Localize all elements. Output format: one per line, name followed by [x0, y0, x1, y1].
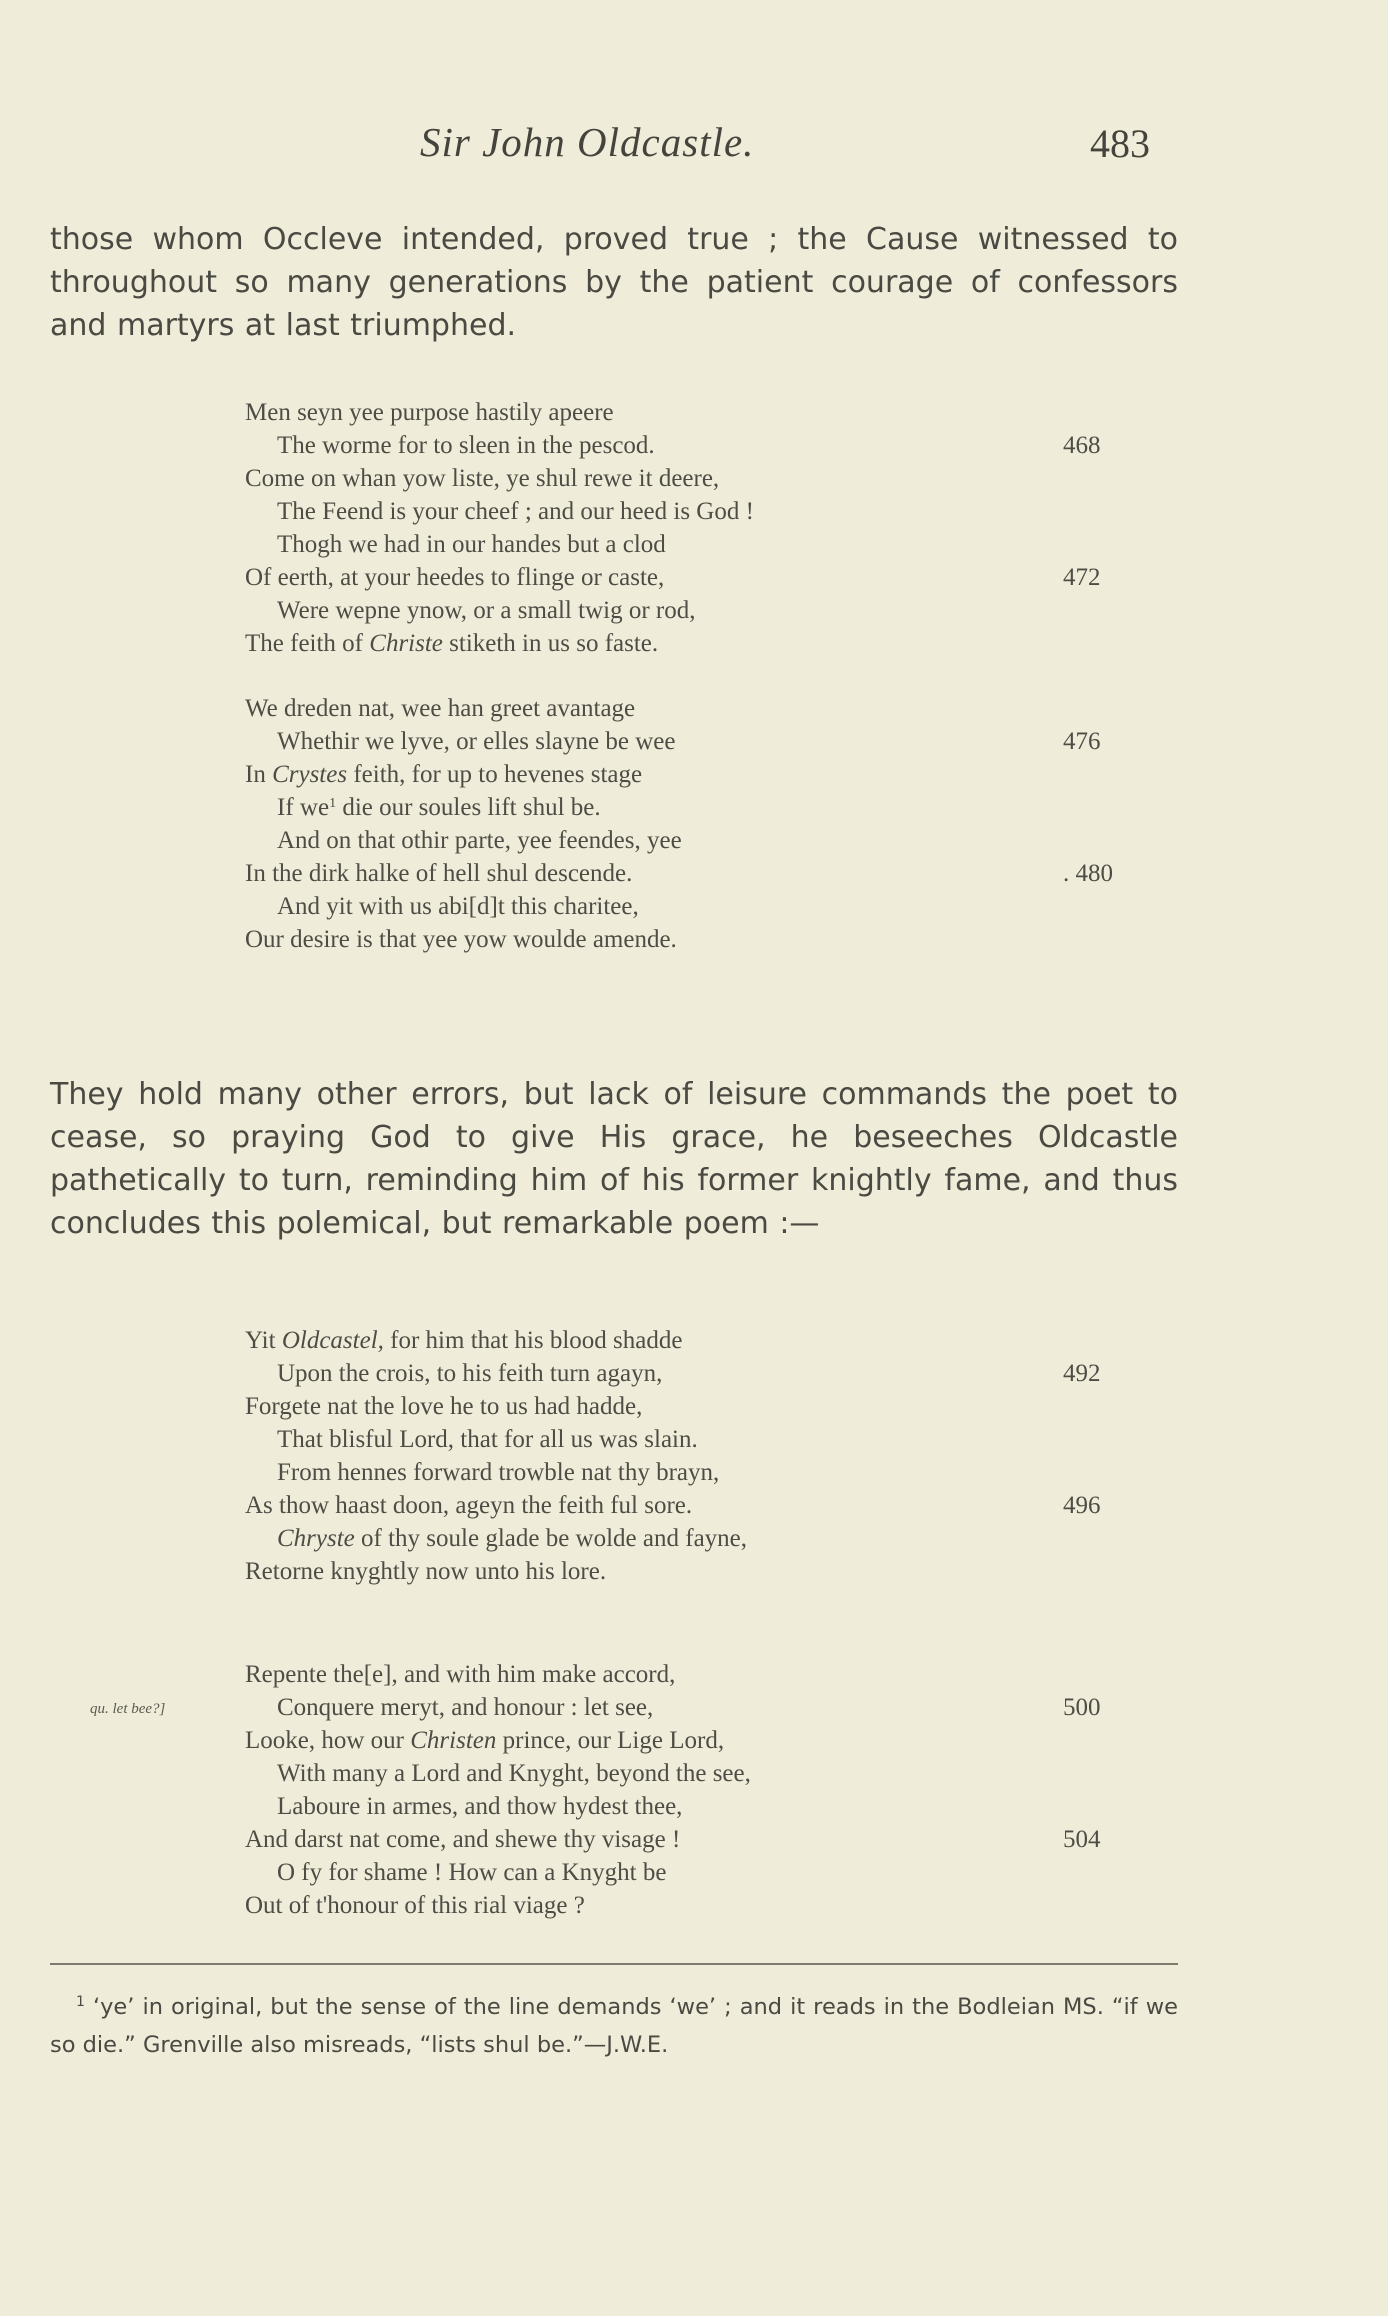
verse-line [245, 396, 1185, 429]
verse-line [245, 692, 1185, 725]
line-number: 504 [1063, 1826, 1101, 1853]
verse-text [245, 791, 601, 824]
verse-text-part: die our soules lift shul be. [336, 794, 601, 821]
verse-text: Forgete nat the love he to us had hadde, [245, 1393, 643, 1420]
verse-line [245, 627, 1185, 660]
verse-italic: Christen [410, 1727, 497, 1754]
verse-line [245, 1390, 1185, 1423]
verse-text: And on that othir parte, yee feendes, yee [277, 827, 682, 854]
footnote-body: ‘ye’ in original, but the sense of the line demands ‘we’ ; and it reads in the Bodleian MS. “if we so die.” Grenville also misreads, “lists shul be.”—J.W.E. [50, 1994, 1179, 2058]
verse-line [245, 462, 1185, 495]
verse-line [245, 791, 1185, 824]
verse-text-part: stiketh in us so faste. [442, 630, 659, 657]
verse-line [245, 1889, 1185, 1922]
verse-text: Laboure in armes, and thow hydest thee, [277, 1793, 683, 1820]
verse-line [245, 1856, 1185, 1889]
verse-line [245, 923, 1185, 956]
line-number: 476 [1063, 728, 1101, 755]
verse-text-part: Yit [245, 1327, 282, 1354]
verse-line [245, 890, 1185, 923]
verse-text: Men seyn yee purpose hastily apeere [245, 399, 614, 426]
prose-paragraph-summary [50, 1073, 1178, 1245]
verse-text: Thogh we had in our handes but a clod [277, 531, 666, 558]
verse-italic: Chryste [277, 1525, 355, 1552]
footnote-reference: 1 [329, 796, 337, 811]
verse-italic: Christe [369, 630, 443, 657]
verse-line [245, 1658, 1185, 1691]
line-number: 468 [1063, 432, 1101, 459]
verse-text: As thow haast doon, ageyn the feith ful sore. [245, 1492, 693, 1519]
verse-text-part: feith, for up to hevenes stage [347, 761, 643, 788]
verse-text: We dreden nat, wee han greet avantage [245, 695, 636, 722]
footnote-marker: 1 [76, 1994, 85, 2010]
verse-text: Of eerth, at your heedes to flinge or caste, [245, 564, 665, 591]
verse-text: From hennes forward trowble nat thy brayn, [277, 1459, 720, 1486]
verse-text: In the dirk halke of hell shul descende. [245, 860, 633, 887]
verse-text [245, 758, 642, 791]
verse-text: The Feend is your cheef ; and our heed is God ! [277, 498, 754, 525]
verse-line [245, 429, 1185, 462]
verse-line [245, 1724, 1185, 1757]
verse-italic: Crystes [272, 761, 348, 788]
verse-line [245, 857, 1185, 890]
verse-line [245, 758, 1185, 791]
verse-line [245, 1423, 1185, 1456]
verse-text-part: Looke, how our [245, 1727, 411, 1754]
verse-line [245, 495, 1185, 528]
verse-text: Conquere meryt, and honour : let see, [277, 1694, 654, 1721]
verse-text-part: of thy soule glade be wolde and fayne, [354, 1525, 748, 1552]
verse-text: Come on whan yow liste, ye shul rewe it deere, [245, 465, 720, 492]
verse-text [245, 1522, 747, 1555]
verse-line [245, 561, 1185, 594]
verse-text [245, 627, 658, 660]
verse-line [245, 824, 1185, 857]
stanza-1 [245, 396, 1185, 660]
stanza-4 [90, 1658, 1185, 1922]
verse-line [245, 1489, 1185, 1522]
verse-line [245, 1757, 1185, 1790]
marginal-note: qu. let bee?] [90, 1701, 166, 1717]
verse-line [245, 594, 1185, 627]
stanza-3 [245, 1324, 1185, 1588]
line-number: 472 [1063, 564, 1101, 591]
verse-line [245, 1357, 1185, 1390]
verse-text: The worme for to sleen in the pescod. [277, 432, 655, 459]
verse-text [245, 1324, 682, 1357]
verse-line [245, 1823, 1185, 1856]
verse-text: With many a Lord and Knyght, beyond the see, [277, 1760, 751, 1787]
verse-line [245, 1522, 1185, 1555]
verse-line [245, 1456, 1185, 1489]
verse-text-part: prince, our Lige Lord, [496, 1727, 725, 1754]
line-number: 500 [1063, 1694, 1101, 1721]
stanza-2 [245, 692, 1185, 956]
verse-text: That blisful Lord, that for all us was slain. [277, 1426, 698, 1453]
verse-text: Were wepne ynow, or a small twig or rod, [277, 597, 696, 624]
verse-text-part: In [245, 761, 273, 788]
verse-text: Out of t'honour of this rial viage ? [245, 1892, 585, 1919]
verse-text: And yit with us abi[d]t this charitee, [277, 893, 639, 920]
verse-line [245, 725, 1185, 758]
prose-paragraph-intro [50, 218, 1178, 347]
prose-text: They hold many other errors, but lack of leisure commands the poet to cease, so praying God to give His grace, he beseeches Oldcastle pathetically to turn, reminding him of his former knightly fame, and thus concludes this polemical, but remarkable poem :— [50, 1077, 1178, 1241]
line-number: 492 [1063, 1360, 1101, 1387]
verse-text: Retorne knyghtly now unto his lore. [245, 1558, 607, 1585]
verse-text: Our desire is that yee yow woulde amende. [245, 926, 677, 953]
verse-italic: Oldcastel, [281, 1327, 384, 1354]
verse-text: Repente the[e], and with him make accord, [245, 1661, 676, 1688]
verse-line [245, 528, 1185, 561]
line-number: . 480 [1063, 860, 1113, 887]
verse-text: Whethir we lyve, or elles slayne be wee [277, 728, 676, 755]
running-head [0, 118, 1388, 178]
footnote [50, 1988, 1178, 2064]
line-number: 496 [1063, 1492, 1101, 1519]
verse-text [245, 1724, 724, 1757]
verse-line [90, 1691, 1185, 1724]
running-title: Sir John Oldcastle. [420, 119, 755, 165]
verse-text: And darst nat come, and shewe thy visage ! [245, 1826, 681, 1853]
page-number: 483 [1090, 121, 1150, 166]
footnote-text [50, 1988, 1178, 2064]
verse-text-part: The feith of [245, 630, 370, 657]
verse-text-part: If we [277, 794, 330, 821]
verse-line [245, 1324, 1185, 1357]
footnote-divider [50, 1963, 1178, 1965]
verse-text: O fy for shame ! How can a Knyght be [277, 1859, 667, 1886]
verse-text-part: for him that his blood shadde [383, 1327, 683, 1354]
verse-line [245, 1555, 1185, 1588]
prose-text: those whom Occleve intended, proved true ; the Cause witnessed to throughout so many generations by the patient courage of confessors and martyrs at last triumphed. [50, 222, 1178, 343]
verse-text: Upon the crois, to his feith turn agayn, [277, 1360, 663, 1387]
verse-line [245, 1790, 1185, 1823]
